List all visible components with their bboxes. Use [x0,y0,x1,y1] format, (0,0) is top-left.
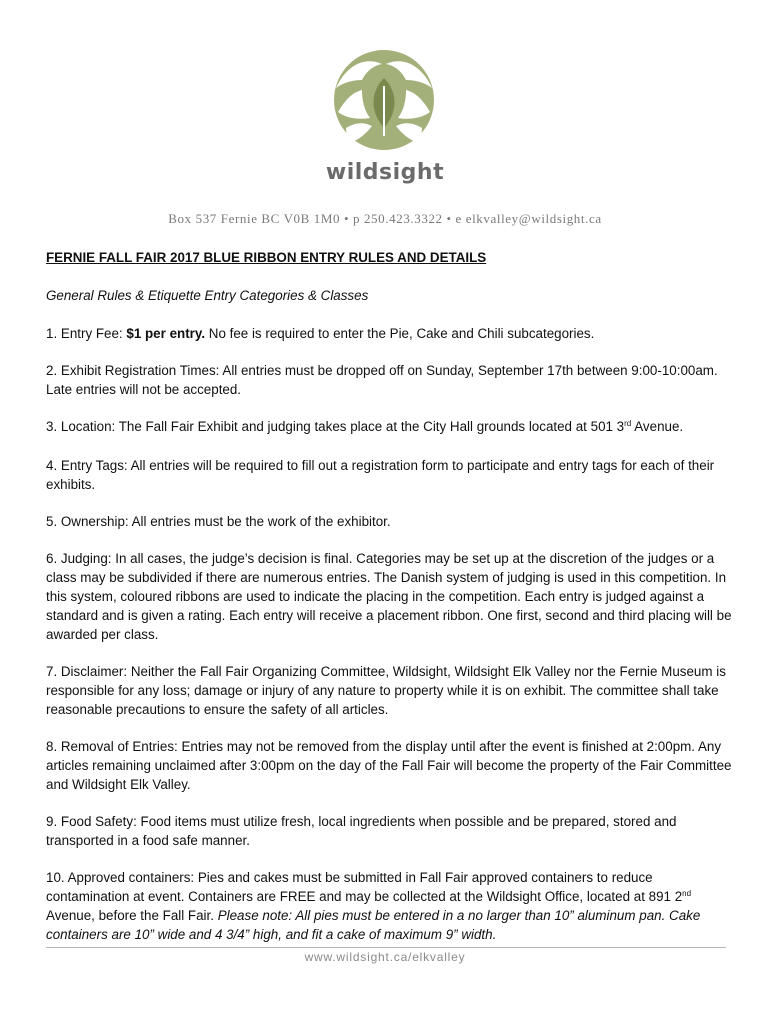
rule-entry-tags: 4. Entry Tags: All entries will be required to fill out a registration form to participate and entry tags for each of their exhibits. [46,458,715,492]
rule-location: 3. Location: The Fall Fair Exhibit and judging takes place at the City Hall grounds located at 501 3rd Avenue. [46,419,684,434]
rule-registration-times: 2. Exhibit Registration Times: All entries must be dropped off on Sunday, September 17th between 9:00-10:00am. Late entries will not be accepted. [46,363,718,397]
rule-disclaimer: 7. Disclaimer: Neither the Fall Fair Organizing Committee, Wildsight, Wildsight Elk Valley nor the Fernie Museum is responsible for any loss; damage or injury of any nature to property while it is on exhibit. The committee shall take reasonable precautions to ensure the safety of all articles. [46,664,726,717]
rule-approved-containers: 10. Approved containers: Pies and cakes must be submitted in Fall Fair approved containers to reduce contamination at event. Containers are FREE and may be collected at the Wildsight Office, located at 891 2nd Avenue, before the Fall Fair. Please note: All pies must be entered in a no larger than 10” aluminum pan. Cake containers are 10” wide and 4 3/4” high, and fit a cake of maximum 9” width. [46,870,701,942]
entry-fee-amount: $1 per entry. [126,326,206,341]
rules-list [46,324,736,962]
document-title: FERNIE FALL FAIR 2017 BLUE RIBBON ENTRY RULES AND DETAILS [46,250,487,265]
footer-divider [46,947,726,948]
hands-leaf-icon [332,48,436,152]
rule-ownership: 5. Ownership: All entries must be the work of the exhibitor. [46,514,391,529]
footer-url: www.wildsight.ca/elkvalley [304,950,466,964]
rule-food-safety: 9. Food Safety: Food items must utilize fresh, local ingredients when possible and be prepared, stored and transported in a food safe manner. [46,814,677,848]
rule-judging: 6. Judging: In all cases, the judge’s decision is final. Categories may be set up at the discretion of the judges or a class may be subdivided if there are numerous entries. The Danish system of judging is used in this competition. In this system, coloured ribbons are used to indicate the placing in the competition. Each entry is judged against a standard and is given a rating. Each entry will receive a placement ribbon. One first, second and third placing will be awarded per class. [46,551,732,642]
rule-entry-fee: 1. Entry Fee: $1 per entry. No fee is required to enter the Pie, Cake and Chili subcategories. [46,326,595,341]
container-note: Please note: All pies must be entered in a no larger than 10” aluminum pan. Cake containers are 10” wide and 4 3/4” high, and fit a cake of maximum 9” width. [46,908,701,942]
brand-name: wildsight [325,160,445,185]
rule-removal-of-entries: 8. Removal of Entries: Entries may not be removed from the display until after the event is finished at 2:00pm. Any articles remaining unclaimed after 3:00pm on the day of the Fall Fair will become the property of the Fair Committee and Wildsight Elk Valley. [46,739,732,792]
document-subheading: General Rules & Etiquette Entry Categories & Classes [46,288,369,303]
contact-line: Box 537 Fernie BC V0B 1M0 • p 250.423.3322 • e elkvalley@wildsight.ca [168,211,602,226]
